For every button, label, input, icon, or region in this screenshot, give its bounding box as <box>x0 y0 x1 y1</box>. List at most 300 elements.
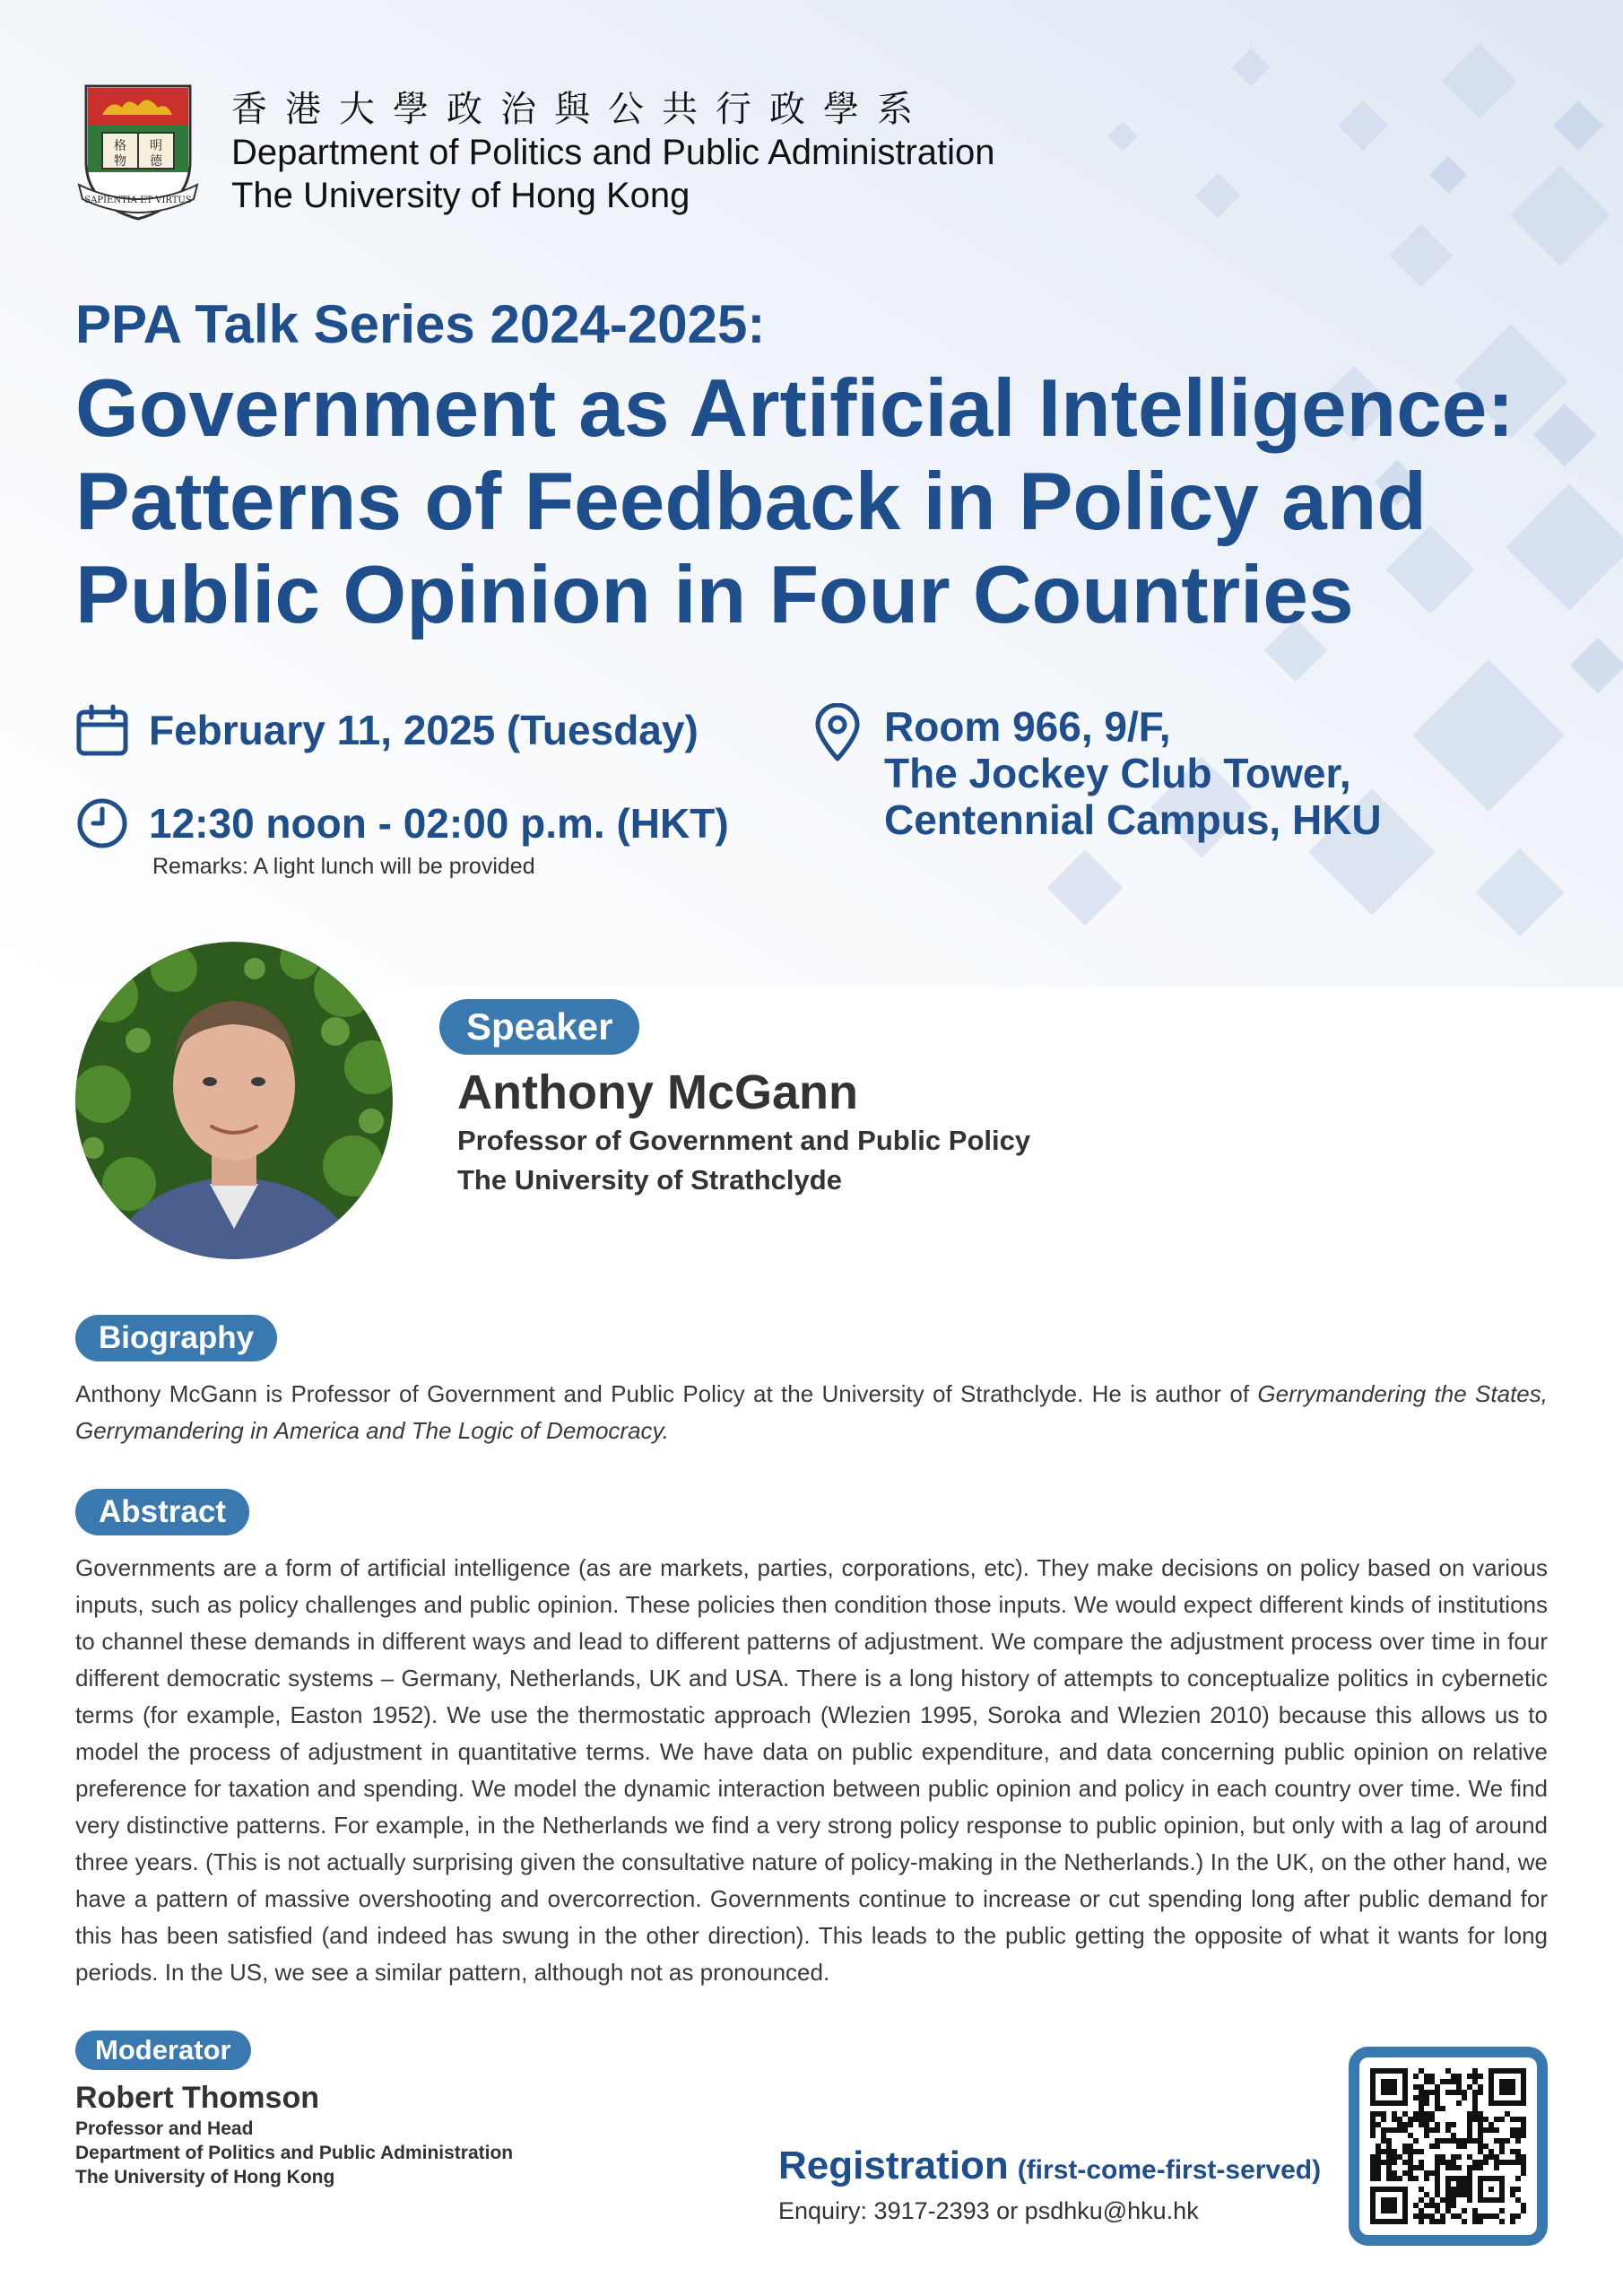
qr-module <box>1445 2208 1451 2213</box>
qr-module <box>1413 2149 1419 2154</box>
qr-module <box>1402 2144 1408 2149</box>
qr-module <box>1419 2122 1424 2127</box>
qr-module <box>1445 2090 1451 2095</box>
qr-module <box>1478 2084 1483 2090</box>
qr-module <box>1386 2144 1392 2149</box>
qr-module <box>1402 2170 1408 2176</box>
qr-module <box>1440 2160 1445 2165</box>
qr-module <box>1419 2111 1424 2117</box>
qr-module <box>1435 2203 1440 2208</box>
qr-module <box>1515 2197 1521 2203</box>
qr-module <box>1483 2144 1488 2149</box>
qr-module <box>1462 2208 1467 2213</box>
department-name: Department of Politics and Public Administration <box>231 133 995 172</box>
qr-module <box>1456 2192 1462 2197</box>
qr-module <box>1370 2117 1376 2122</box>
qr-module <box>1451 2074 1456 2079</box>
qr-module <box>1515 2187 1521 2192</box>
qr-module <box>1472 2160 1478 2165</box>
talk-title-line-2: Patterns of Feedback in Policy and <box>75 457 1427 547</box>
qr-module <box>1499 2160 1505 2165</box>
biography-text <box>75 1376 1548 1449</box>
calendar-icon <box>75 703 129 757</box>
qr-module <box>1435 2160 1440 2165</box>
qr-module <box>1478 2074 1483 2079</box>
qr-module <box>1494 2127 1499 2133</box>
moderator-label: Moderator <box>75 2031 251 2070</box>
qr-module <box>1424 2203 1429 2208</box>
qr-module <box>1419 2100 1424 2106</box>
talk-title-line-1: Government as Artificial Intelligence: <box>75 363 1515 454</box>
qr-module <box>1381 2127 1386 2133</box>
qr-module <box>1402 2122 1408 2127</box>
qr-module <box>1488 2127 1494 2133</box>
qr-module <box>1494 2154 1499 2160</box>
qr-module <box>1419 2068 1424 2074</box>
qr-module <box>1429 2170 1435 2176</box>
qr-module <box>1381 2133 1386 2138</box>
crest-book-char-4: 德 <box>150 154 162 169</box>
qr-module <box>1419 2219 1424 2224</box>
qr-module <box>1435 2170 1440 2176</box>
talk-title <box>75 362 1564 642</box>
qr-module <box>1478 2117 1483 2122</box>
qr-module <box>1451 2154 1456 2160</box>
venue-line-1: Room 966, 9/F, <box>884 703 1171 750</box>
qr-module <box>1445 2160 1451 2165</box>
qr-module <box>1515 2117 1521 2122</box>
qr-module <box>1424 2127 1429 2133</box>
qr-module <box>1408 2165 1413 2170</box>
qr-module <box>1483 2127 1488 2133</box>
qr-module <box>1483 2160 1488 2165</box>
qr-module <box>1510 2219 1515 2224</box>
qr-module <box>1521 2165 1526 2170</box>
event-date-row <box>75 703 699 757</box>
qr-module <box>1419 2213 1424 2219</box>
qr-module <box>1472 2074 1478 2079</box>
qr-module <box>1402 2149 1408 2154</box>
qr-module <box>1451 2138 1456 2144</box>
moderator-details <box>75 2117 513 2189</box>
speaker-position: Professor of Government and Public Policy <box>457 1125 1031 1156</box>
qr-module <box>1505 2138 1510 2144</box>
qr-module <box>1521 2170 1526 2176</box>
qr-module <box>1413 2138 1419 2144</box>
qr-module <box>1505 2111 1510 2117</box>
qr-module <box>1456 2090 1462 2095</box>
qr-module <box>1467 2111 1472 2117</box>
qr-module <box>1515 2133 1521 2138</box>
qr-module <box>1472 2068 1478 2074</box>
qr-module <box>1467 2127 1472 2133</box>
qr-module <box>1408 2117 1413 2122</box>
qr-module <box>1402 2160 1408 2165</box>
qr-module <box>1478 2138 1483 2144</box>
qr-module <box>1402 2111 1408 2117</box>
qr-module <box>1376 2154 1381 2160</box>
qr-module <box>1456 2213 1462 2219</box>
qr-module <box>1478 2149 1483 2154</box>
qr-module <box>1515 2149 1521 2154</box>
qr-module <box>1462 2138 1467 2144</box>
qr-module <box>1424 2095 1429 2100</box>
venue-line-3: Centennial Campus, HKU <box>884 796 1382 843</box>
qr-module <box>1478 2165 1483 2170</box>
qr-module <box>1376 2149 1381 2154</box>
qr-module <box>1515 2213 1521 2219</box>
qr-module <box>1435 2100 1440 2106</box>
qr-module <box>1435 2106 1440 2111</box>
qr-module <box>1402 2127 1408 2133</box>
qr-module <box>1386 2176 1392 2181</box>
qr-module <box>1499 2219 1505 2224</box>
qr-module <box>1440 2106 1445 2111</box>
qr-module <box>1386 2138 1392 2144</box>
qr-module <box>1370 2176 1376 2181</box>
qr-module <box>1456 2165 1462 2170</box>
qr-module <box>1376 2170 1381 2176</box>
qr-module <box>1451 2165 1456 2170</box>
qr-module <box>1435 2208 1440 2213</box>
biography-text-plain: Anthony McGann is Professor of Government and Public Policy at the University of Strathclyde. He is author of <box>75 1380 1258 1407</box>
qr-module <box>1445 2176 1451 2181</box>
qr-module <box>1413 2165 1419 2170</box>
qr-module <box>1521 2160 1526 2165</box>
qr-module <box>1499 2117 1505 2122</box>
qr-module <box>1397 2176 1402 2181</box>
qr-module <box>1456 2144 1462 2149</box>
event-date: February 11, 2025 (Tuesday) <box>149 707 699 753</box>
qr-module <box>1429 2213 1435 2219</box>
qr-module <box>1370 2122 1376 2127</box>
qr-module <box>1462 2181 1467 2187</box>
qr-module <box>1370 2165 1376 2170</box>
qr-module <box>1370 2160 1376 2165</box>
qr-module <box>1462 2090 1467 2095</box>
qr-module <box>1472 2208 1478 2213</box>
qr-module <box>1510 2127 1515 2133</box>
qr-module <box>1478 2219 1483 2224</box>
qr-module <box>1478 2144 1483 2149</box>
qr-module <box>1488 2122 1494 2127</box>
qr-module <box>1445 2197 1451 2203</box>
crest-book-char-2: 明 <box>150 139 162 153</box>
registration-heading <box>778 2144 1321 2188</box>
qr-module <box>1376 2122 1381 2127</box>
qr-module <box>1510 2133 1515 2138</box>
event-time: 12:30 noon - 02:00 p.m. (HKT) <box>149 800 729 847</box>
qr-module <box>1419 2106 1424 2111</box>
qr-module <box>1478 2213 1483 2219</box>
clock-icon <box>75 796 129 850</box>
qr-module <box>1397 2127 1402 2133</box>
qr-module <box>1386 2127 1392 2133</box>
qr-module <box>1451 2133 1456 2138</box>
speaker-photo <box>75 942 393 1259</box>
qr-module <box>1376 2111 1381 2117</box>
qr-module <box>1472 2090 1478 2095</box>
qr-module <box>1408 2149 1413 2154</box>
qr-module <box>1397 2154 1402 2160</box>
qr-module <box>1445 2127 1451 2133</box>
qr-module <box>1435 2090 1440 2095</box>
qr-module <box>1397 2117 1402 2122</box>
qr-module <box>1424 2213 1429 2219</box>
qr-module <box>1456 2176 1462 2181</box>
qr-module <box>1483 2213 1488 2219</box>
qr-module <box>1429 2074 1435 2079</box>
qr-module <box>1386 2154 1392 2160</box>
abstract-text: Governments are a form of artificial intelligence (as are markets, parties, corporations, etc). They make decisions on policy based on various inputs, such as policy challenges and public opinion. These policies then condition those inputs. We would expect different kinds of institutions to channel these demands in different ways and lead to different patterns of adjustment. We compare the adjustment process over time in four different democratic systems – Germany, Netherlands, UK and USA. There is a long history of attempts to conceptualize politics in cybernetic terms (for example, Easton 1952). We use the thermostatic approach (Wlezien 1995, Soroka and Wlezien 2010) because this allows us to model the process of adjustment in quantitative terms. We have data on public expenditure, and data concerning public opinion on relative preference for taxation and spending. We model the dynamic interaction between public opinion and policy in each country over time. We find very distinctive patterns. For example, in the Netherlands we find a very strong policy response to public opinion, but only with a lag of around three years. (This is not actually surprising given the consultative nature of policy-making in the Netherlands.) In the UK, on the other hand, we have a pattern of massive overshooting and overcorrection. Governments continue to increase or cut spending long after public demand for this has been satisfied (and indeed has swung in the other direction). This leads to the public getting the opposite of what it wants for long periods. In the US, we see a similar pattern, although not as pronounced. <box>75 1554 1548 1986</box>
qr-module <box>1419 2160 1424 2165</box>
qr-module <box>1521 2133 1526 2138</box>
qr-module <box>1419 2084 1424 2090</box>
qr-module <box>1456 2154 1462 2160</box>
qr-module <box>1370 2133 1376 2138</box>
qr-module <box>1435 2219 1440 2224</box>
qr-module <box>1413 2111 1419 2117</box>
qr-module <box>1456 2138 1462 2144</box>
qr-module <box>1483 2154 1488 2160</box>
qr-module <box>1419 2149 1424 2154</box>
qr-module <box>1494 2138 1499 2144</box>
qr-module <box>1499 2149 1505 2154</box>
qr-module <box>1445 2165 1451 2170</box>
qr-module <box>1515 2127 1521 2133</box>
qr-module <box>1451 2122 1456 2127</box>
qr-module <box>1376 2160 1381 2165</box>
qr-module <box>1445 2192 1451 2197</box>
event-venue <box>884 703 1382 843</box>
qr-module <box>1451 2160 1456 2165</box>
qr-module <box>1467 2187 1472 2192</box>
qr-module <box>1408 2144 1413 2149</box>
qr-module <box>1392 2111 1397 2117</box>
qr-module <box>1472 2111 1478 2117</box>
qr-module <box>1445 2187 1451 2192</box>
qr-module <box>1429 2127 1435 2133</box>
qr-module <box>1456 2084 1462 2090</box>
qr-module <box>1435 2192 1440 2197</box>
qr-module <box>1456 2074 1462 2079</box>
speaker-affiliation: The University of Strathclyde <box>457 1164 842 1196</box>
qr-module <box>1488 2149 1494 2154</box>
qr-module <box>1429 2203 1435 2208</box>
qr-module <box>1408 2160 1413 2165</box>
qr-module <box>1510 2149 1515 2154</box>
qr-module <box>1424 2074 1429 2079</box>
crest-motto: SAPIENTIA ET VIRTUS <box>84 196 192 205</box>
qr-module <box>1413 2074 1419 2079</box>
qr-module <box>1397 2122 1402 2127</box>
qr-module <box>1440 2154 1445 2160</box>
registration-qr-code[interactable] <box>1349 2047 1548 2246</box>
qr-module <box>1408 2154 1413 2160</box>
qr-module <box>1370 2127 1376 2133</box>
qr-module <box>1424 2111 1429 2117</box>
qr-module <box>1462 2192 1467 2197</box>
qr-module <box>1435 2122 1440 2127</box>
qr-module <box>1445 2138 1451 2144</box>
qr-module <box>1445 2079 1451 2084</box>
qr-module <box>1440 2219 1445 2224</box>
qr-module <box>1467 2133 1472 2138</box>
qr-module <box>1478 2160 1483 2165</box>
qr-module <box>1510 2160 1515 2165</box>
qr-module <box>1445 2181 1451 2187</box>
qr-module <box>1435 2176 1440 2181</box>
qr-module <box>1467 2170 1472 2176</box>
qr-module <box>1451 2213 1456 2219</box>
qr-module <box>1499 2144 1505 2149</box>
qr-module <box>1451 2192 1456 2197</box>
qr-module <box>1424 2090 1429 2095</box>
qr-module <box>1462 2095 1467 2100</box>
qr-module <box>1451 2197 1456 2203</box>
qr-module <box>1462 2144 1467 2149</box>
enquiry-contact: Enquiry: 3917-2393 or psdhku@hku.hk <box>778 2197 1199 2224</box>
qr-module <box>1478 2127 1483 2133</box>
qr-module <box>1445 2068 1451 2074</box>
event-time-row <box>75 796 729 850</box>
qr-module <box>1472 2117 1478 2122</box>
qr-module <box>1440 2213 1445 2219</box>
talk-series-label: PPA Talk Series 2024-2025: <box>75 294 766 354</box>
qr-module <box>1424 2079 1429 2084</box>
qr-module <box>1440 2079 1445 2084</box>
qr-module <box>1494 2165 1499 2170</box>
qr-module <box>1413 2084 1419 2090</box>
qr-module <box>1467 2138 1472 2144</box>
qr-module <box>1456 2181 1462 2187</box>
qr-module <box>1429 2197 1435 2203</box>
qr-module <box>1419 2095 1424 2100</box>
registration-note: (first-come-first-served) <box>1017 2155 1322 2185</box>
qr-module <box>1478 2111 1483 2117</box>
header <box>75 79 1062 222</box>
moderator-position: Professor and Head <box>75 2118 254 2139</box>
qr-module <box>1386 2149 1392 2154</box>
qr-module <box>1413 2176 1419 2181</box>
qr-module <box>1408 2133 1413 2138</box>
qr-module <box>1472 2079 1478 2084</box>
qr-module <box>1494 2117 1499 2122</box>
qr-module <box>1472 2095 1478 2100</box>
venue-line-2: The Jockey Club Tower, <box>884 750 1351 796</box>
qr-module <box>1478 2090 1483 2095</box>
qr-module <box>1467 2192 1472 2197</box>
qr-module <box>1429 2111 1435 2117</box>
qr-module <box>1376 2176 1381 2181</box>
qr-module <box>1494 2213 1499 2219</box>
qr-module <box>1392 2127 1397 2133</box>
qr-module <box>1424 2117 1429 2122</box>
qr-module <box>1408 2122 1413 2127</box>
qr-module <box>1488 2154 1494 2160</box>
qr-module <box>1435 2144 1440 2149</box>
qr-module <box>1435 2187 1440 2192</box>
qr-module <box>1419 2165 1424 2170</box>
qr-module <box>1521 2117 1526 2122</box>
qr-module <box>1381 2117 1386 2122</box>
qr-module <box>1413 2117 1419 2122</box>
moderator-university: The University of Hong Kong <box>75 2167 335 2187</box>
qr-module <box>1467 2181 1472 2187</box>
qr-module <box>1424 2192 1429 2197</box>
qr-module <box>1413 2213 1419 2219</box>
qr-module <box>1435 2127 1440 2133</box>
qr-module <box>1392 2176 1397 2181</box>
hku-crest-logo <box>75 79 201 222</box>
qr-module <box>1386 2160 1392 2165</box>
qr-module <box>1456 2187 1462 2192</box>
qr-module <box>1467 2197 1472 2203</box>
qr-module <box>1467 2176 1472 2181</box>
qr-module <box>1376 2165 1381 2170</box>
qr-module <box>1462 2219 1467 2224</box>
registration-label: Registration <box>778 2144 1009 2187</box>
moderator-name: Robert Thomson <box>75 2081 319 2115</box>
qr-module <box>1376 2144 1381 2149</box>
qr-module <box>1462 2176 1467 2181</box>
location-pin-icon <box>812 703 863 762</box>
qr-module <box>1472 2100 1478 2106</box>
qr-module <box>1435 2165 1440 2170</box>
qr-module <box>1445 2203 1451 2208</box>
qr-module <box>1435 2181 1440 2187</box>
qr-module <box>1370 2170 1376 2176</box>
university-name: The University of Hong Kong <box>231 176 690 215</box>
qr-module <box>1472 2213 1478 2219</box>
qr-module <box>1456 2079 1462 2084</box>
qr-module <box>1521 2203 1526 2208</box>
qr-module <box>1521 2127 1526 2133</box>
qr-module <box>1419 2090 1424 2095</box>
qr-module <box>1392 2149 1397 2154</box>
biography-label: Biography <box>75 1315 277 1361</box>
qr-module <box>1435 2138 1440 2144</box>
qr-module <box>1499 2208 1505 2213</box>
qr-module <box>1429 2219 1435 2224</box>
qr-module <box>1472 2219 1478 2224</box>
qr-module <box>1429 2144 1435 2149</box>
qr-module <box>1435 2154 1440 2160</box>
qr-module <box>1467 2074 1472 2079</box>
qr-module <box>1467 2122 1472 2127</box>
qr-module <box>1370 2111 1376 2117</box>
qr-module <box>1440 2138 1445 2144</box>
qr-module <box>1467 2165 1472 2170</box>
qr-module <box>1483 2117 1488 2122</box>
qr-module <box>1445 2122 1451 2127</box>
event-remarks: Remarks: A light lunch will be provided <box>152 854 535 879</box>
qr-module <box>1440 2197 1445 2203</box>
qr-module <box>1467 2117 1472 2122</box>
qr-module <box>1467 2084 1472 2090</box>
qr-module <box>1467 2154 1472 2160</box>
qr-module <box>1435 2095 1440 2100</box>
qr-module <box>1494 2160 1499 2165</box>
qr-module <box>1456 2100 1462 2106</box>
qr-module <box>1381 2149 1386 2154</box>
qr-module <box>1451 2079 1456 2084</box>
department-chinese-name: 香港大學政治與公共行政學系 <box>231 89 931 130</box>
qr-module <box>1424 2170 1429 2176</box>
qr-module <box>1515 2160 1521 2165</box>
qr-module <box>1515 2176 1521 2181</box>
qr-module <box>1451 2187 1456 2192</box>
